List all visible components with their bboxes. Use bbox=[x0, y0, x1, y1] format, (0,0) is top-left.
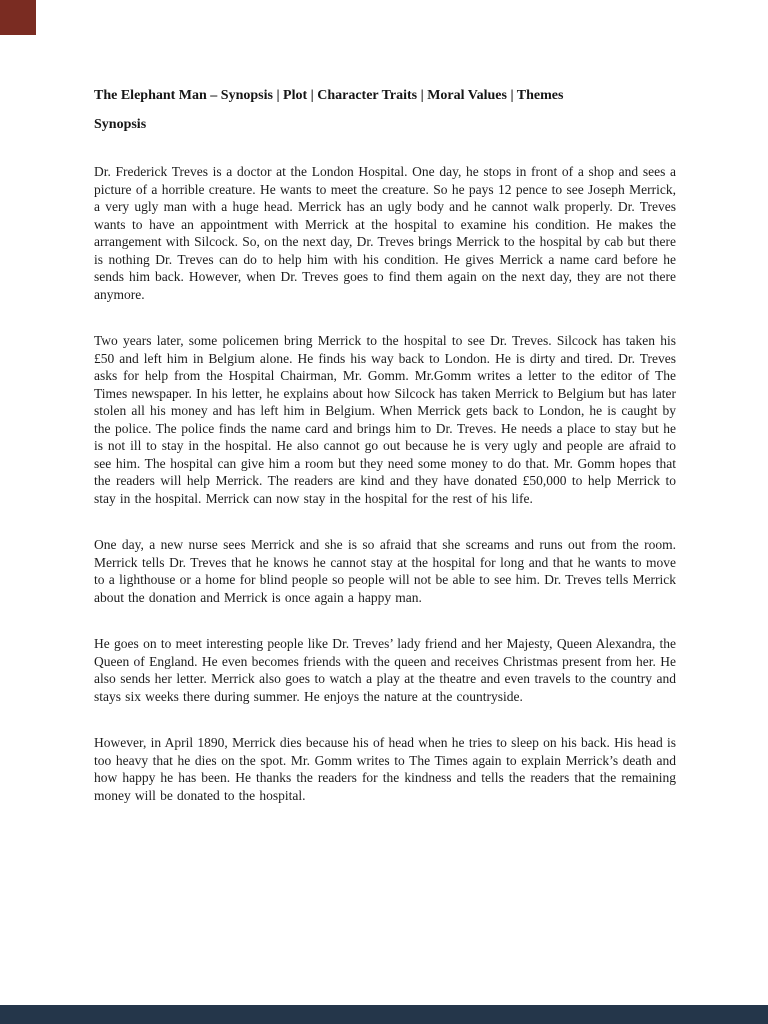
paragraph-3: One day, a new nurse sees Merrick and she is so afraid that she screams and runs out from the room. Merrick tells Dr. Treves that he knows he cannot stay at the hospital for long and that he wants to move to a lighthouse or a home for blind people so people will not be able to see him. Dr. Treves tells Merrick about the donation and Merrick is once again a happy man. bbox=[94, 537, 676, 605]
paragraph-2: Two years later, some policemen bring Merrick to the hospital to see Dr. Treves. Silcock has taken his £50 and left him in Belgium alone. He finds his way back to London. He is dirty and tired. Dr. Treves asks for help from the Hospital Chairman, Mr. Gomm. Mr.Gomm writes a letter to the editor of The Times newspaper. In his letter, he explains about how Silcock has taken Merrick to Belgium but has later stolen all his money and has left him in Belgium. When Merrick gets back to London, he is caught by the police. The police finds the name card and brings him to Dr. Treves. He needs a place to stay but he is not ill to stay in the hospital. He also cannot go out because he is very ugly and people are afraid to see him. The hospital can give him a room but they need some money to do that. Mr. Gomm hopes that the readers will help Merrick. The readers are kind and they have donated £50,000 to help Merrick to stay in the hospital. Merrick can now stay in the hospital for the rest of his life. bbox=[94, 333, 676, 506]
paragraph-1: Dr. Frederick Treves is a doctor at the London Hospital. One day, he stops in front of a shop and sees a picture of a horrible creature. He wants to meet the creature. So he pays 12 pence to see Joseph Merrick, a very ugly man with a huge head. Merrick has an ugly body and he cannot walk properly. Dr. Treves wants to have an appointment with Merrick at the hospital to examine his condition. He makes the arrangement with Silcock. So, on the next day, Dr. Treves brings Merrick to the hospital by cab but there is nothing Dr. Treves can do to help him with his condition. He gives Merrick a name card before he sends him back. However, when Dr. Treves goes to find them again on the next day, they are not there anymore. bbox=[94, 164, 676, 302]
viewer-bottom-bar bbox=[0, 1005, 768, 1024]
viewer-corner-accent bbox=[0, 0, 36, 35]
paragraph-4: He goes on to meet interesting people like Dr. Treves’ lady friend and her Majesty, Queen Alexandra, the Queen of England. He even becomes friends with the queen and receives Christmas present from her. He also sends her letter. Merrick also goes to watch a play at the theatre and even travels to the country and stays six weeks there during summer. He enjoys the nature at the countryside. bbox=[94, 636, 676, 704]
document-content bbox=[94, 88, 676, 833]
section-heading-synopsis: Synopsis bbox=[94, 117, 147, 132]
paragraph-5: However, in April 1890, Merrick dies because his of head when he tries to sleep on his back. His head is too heavy that he dies on the spot. Mr. Gomm writes to The Times again to explain Merrick’s death and how happy he has been. He thanks the readers for the kindness and tells the readers that the remaining money will be donated to the hospital. bbox=[94, 735, 676, 803]
document-title: The Elephant Man – Synopsis | Plot | Character Traits | Moral Values | Themes bbox=[94, 88, 564, 103]
